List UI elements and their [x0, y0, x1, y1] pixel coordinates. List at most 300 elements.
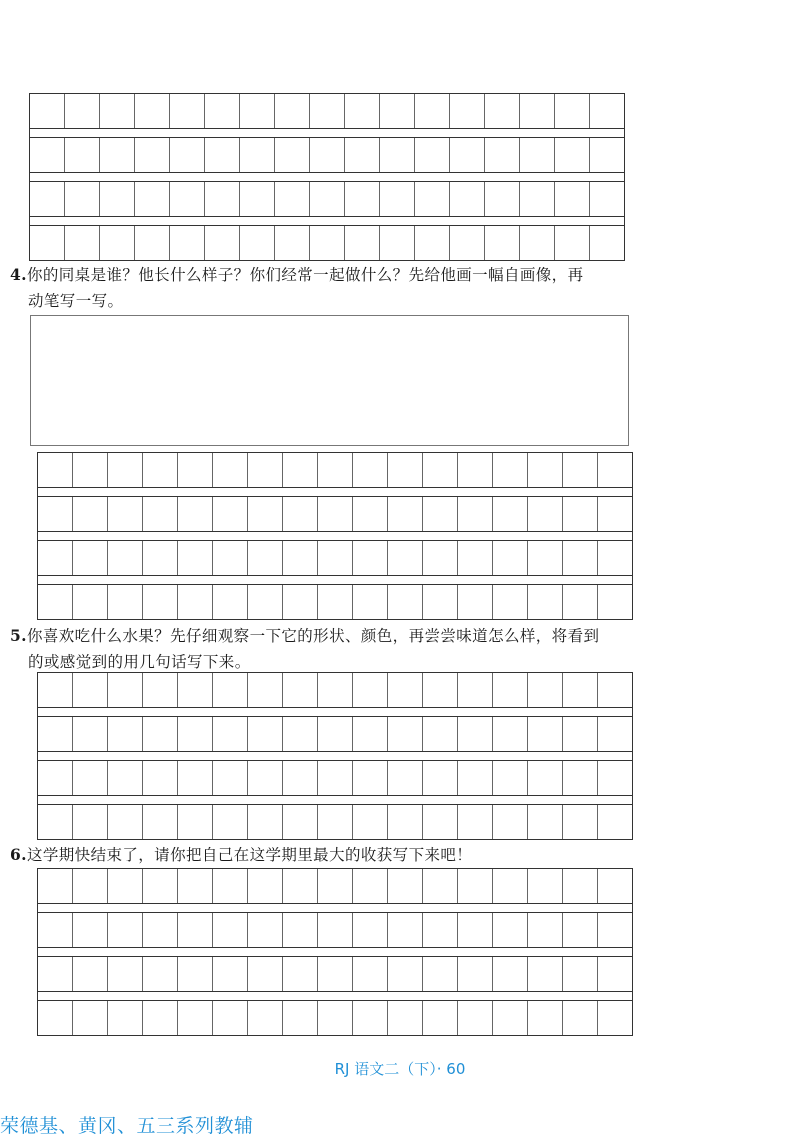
writing-cell[interactable] [493, 913, 528, 947]
writing-cell[interactable] [38, 541, 73, 575]
writing-cell[interactable] [563, 869, 598, 903]
writing-cell[interactable] [493, 453, 528, 487]
writing-cell[interactable] [318, 673, 353, 707]
writing-cell[interactable] [248, 913, 283, 947]
writing-cell[interactable] [170, 138, 205, 172]
writing-cell[interactable] [248, 541, 283, 575]
writing-cell[interactable] [458, 913, 493, 947]
writing-cell[interactable] [555, 182, 590, 216]
writing-grid-1 [29, 93, 625, 261]
writing-cell[interactable] [563, 673, 598, 707]
writing-cell[interactable] [108, 585, 143, 619]
writing-grid-4 [37, 868, 633, 1036]
writing-cell[interactable] [423, 541, 458, 575]
writing-cell[interactable] [213, 957, 248, 991]
writing-cell[interactable] [143, 761, 178, 795]
writing-cell[interactable] [485, 138, 520, 172]
grid-row [38, 912, 632, 948]
writing-cell[interactable] [178, 717, 213, 751]
writing-cell[interactable] [528, 453, 563, 487]
writing-cell[interactable] [73, 913, 108, 947]
writing-cell[interactable] [310, 138, 345, 172]
writing-cell[interactable] [283, 673, 318, 707]
writing-cell[interactable] [590, 226, 624, 260]
writing-grid-3 [37, 672, 633, 840]
writing-cell[interactable] [213, 673, 248, 707]
writing-cell[interactable] [520, 226, 555, 260]
writing-cell[interactable] [555, 138, 590, 172]
writing-cell[interactable] [205, 94, 240, 128]
writing-cell[interactable] [528, 497, 563, 531]
writing-cell[interactable] [415, 182, 450, 216]
writing-cell[interactable] [318, 453, 353, 487]
writing-cell[interactable] [485, 94, 520, 128]
writing-cell[interactable] [458, 541, 493, 575]
writing-cell[interactable] [283, 541, 318, 575]
writing-cell[interactable] [65, 138, 100, 172]
writing-cell[interactable] [108, 453, 143, 487]
writing-cell[interactable] [178, 673, 213, 707]
writing-cell[interactable] [38, 869, 73, 903]
writing-cell[interactable] [213, 717, 248, 751]
writing-cell[interactable] [415, 226, 450, 260]
grid-row [30, 137, 624, 173]
writing-cell[interactable] [423, 497, 458, 531]
grid-row [38, 716, 632, 752]
writing-cell[interactable] [108, 673, 143, 707]
writing-cell[interactable] [458, 453, 493, 487]
writing-cell[interactable] [143, 453, 178, 487]
writing-cell[interactable] [205, 226, 240, 260]
writing-cell[interactable] [73, 497, 108, 531]
writing-cell[interactable] [108, 761, 143, 795]
writing-cell[interactable] [563, 585, 598, 619]
writing-cell[interactable] [528, 673, 563, 707]
writing-cell[interactable] [38, 497, 73, 531]
writing-cell[interactable] [135, 138, 170, 172]
writing-cell[interactable] [178, 1001, 213, 1035]
writing-cell[interactable] [178, 541, 213, 575]
writing-cell[interactable] [388, 869, 423, 903]
writing-cell[interactable] [415, 138, 450, 172]
writing-cell[interactable] [100, 182, 135, 216]
writing-cell[interactable] [275, 94, 310, 128]
writing-cell[interactable] [353, 585, 388, 619]
writing-cell[interactable] [493, 541, 528, 575]
writing-cell[interactable] [73, 957, 108, 991]
writing-cell[interactable] [380, 138, 415, 172]
writing-cell[interactable] [135, 182, 170, 216]
writing-cell[interactable] [493, 673, 528, 707]
writing-cell[interactable] [353, 673, 388, 707]
writing-cell[interactable] [283, 717, 318, 751]
writing-cell[interactable] [458, 585, 493, 619]
writing-cell[interactable] [100, 94, 135, 128]
writing-cell[interactable] [248, 1001, 283, 1035]
writing-cell[interactable] [388, 717, 423, 751]
writing-cell[interactable] [73, 761, 108, 795]
writing-cell[interactable] [353, 497, 388, 531]
writing-cell[interactable] [283, 805, 318, 839]
writing-cell[interactable] [248, 805, 283, 839]
grid-row [38, 760, 632, 796]
writing-cell[interactable] [318, 1001, 353, 1035]
writing-cell[interactable] [38, 957, 73, 991]
writing-cell[interactable] [108, 957, 143, 991]
grid-row [30, 181, 624, 217]
writing-cell[interactable] [108, 717, 143, 751]
writing-cell[interactable] [380, 94, 415, 128]
writing-cell[interactable] [213, 913, 248, 947]
writing-cell[interactable] [388, 761, 423, 795]
writing-cell[interactable] [205, 182, 240, 216]
writing-cell[interactable] [423, 805, 458, 839]
writing-cell[interactable] [590, 94, 624, 128]
writing-cell[interactable] [283, 761, 318, 795]
writing-cell[interactable] [353, 805, 388, 839]
writing-cell[interactable] [598, 1001, 632, 1035]
writing-cell[interactable] [450, 182, 485, 216]
writing-cell[interactable] [65, 182, 100, 216]
writing-cell[interactable] [353, 913, 388, 947]
writing-cell[interactable] [318, 913, 353, 947]
writing-cell[interactable] [318, 497, 353, 531]
writing-cell[interactable] [528, 957, 563, 991]
writing-cell[interactable] [528, 1001, 563, 1035]
grid-row [38, 584, 632, 620]
writing-cell[interactable] [38, 913, 73, 947]
writing-cell[interactable] [528, 717, 563, 751]
writing-cell[interactable] [38, 1001, 73, 1035]
writing-cell[interactable] [493, 717, 528, 751]
question-text-line2: 的或感觉到的用几句话写下来。 [28, 653, 251, 671]
writing-cell[interactable] [248, 869, 283, 903]
writing-cell[interactable] [248, 761, 283, 795]
writing-cell[interactable] [318, 869, 353, 903]
writing-cell[interactable] [493, 957, 528, 991]
question-text-line1: 你的同桌是谁？他长什么样子？你们经常一起做什么？先给他画一幅自画像，再 [26, 266, 584, 284]
question-4-continued [28, 289, 123, 313]
writing-cell[interactable] [213, 869, 248, 903]
grid-row [30, 93, 624, 129]
writing-cell[interactable] [493, 761, 528, 795]
writing-cell[interactable] [100, 138, 135, 172]
writing-cell[interactable] [30, 226, 65, 260]
writing-cell[interactable] [283, 957, 318, 991]
writing-cell[interactable] [485, 226, 520, 260]
writing-cell[interactable] [345, 138, 380, 172]
writing-cell[interactable] [423, 585, 458, 619]
writing-cell[interactable] [240, 182, 275, 216]
writing-cell[interactable] [353, 541, 388, 575]
writing-cell[interactable] [318, 761, 353, 795]
question-number: 4. [10, 265, 27, 284]
writing-cell[interactable] [563, 1001, 598, 1035]
writing-cell[interactable] [108, 541, 143, 575]
page-number: RJ 语文二（下）· 60 [334, 1060, 466, 1078]
writing-cell[interactable] [493, 805, 528, 839]
writing-cell[interactable] [135, 94, 170, 128]
writing-cell[interactable] [493, 585, 528, 619]
writing-cell[interactable] [108, 869, 143, 903]
writing-cell[interactable] [248, 673, 283, 707]
writing-cell[interactable] [143, 541, 178, 575]
question-5-continued [28, 650, 251, 674]
grid-row [30, 225, 624, 261]
writing-cell[interactable] [598, 497, 632, 531]
writing-cell[interactable] [423, 957, 458, 991]
writing-cell[interactable] [458, 957, 493, 991]
writing-cell[interactable] [458, 1001, 493, 1035]
writing-cell[interactable] [73, 717, 108, 751]
writing-cell[interactable] [528, 541, 563, 575]
writing-cell[interactable] [30, 138, 65, 172]
writing-cell[interactable] [143, 673, 178, 707]
writing-cell[interactable] [493, 869, 528, 903]
writing-cell[interactable] [248, 497, 283, 531]
writing-cell[interactable] [353, 869, 388, 903]
writing-cell[interactable] [73, 453, 108, 487]
writing-cell[interactable] [248, 957, 283, 991]
writing-cell[interactable] [143, 717, 178, 751]
writing-cell[interactable] [528, 913, 563, 947]
writing-cell[interactable] [555, 226, 590, 260]
writing-cell[interactable] [598, 453, 632, 487]
writing-cell[interactable] [65, 94, 100, 128]
writing-cell[interactable] [143, 805, 178, 839]
writing-cell[interactable] [598, 957, 632, 991]
question-text-line1: 这学期快结束了，请你把自己在这学期里最大的收获写下来吧！ [26, 846, 473, 864]
drawing-box[interactable] [30, 315, 629, 446]
writing-cell[interactable] [458, 673, 493, 707]
grid-row [38, 452, 632, 488]
writing-cell[interactable] [38, 673, 73, 707]
writing-cell[interactable] [248, 585, 283, 619]
writing-cell[interactable] [423, 453, 458, 487]
writing-cell[interactable] [310, 182, 345, 216]
writing-cell[interactable] [283, 913, 318, 947]
writing-cell[interactable] [423, 761, 458, 795]
writing-cell[interactable] [345, 226, 380, 260]
publisher-brand: 荣德基、黄冈、五三系列教辅 [0, 1115, 254, 1137]
writing-cell[interactable] [65, 226, 100, 260]
writing-cell[interactable] [248, 717, 283, 751]
writing-cell[interactable] [520, 138, 555, 172]
writing-cell[interactable] [283, 1001, 318, 1035]
writing-cell[interactable] [563, 497, 598, 531]
writing-cell[interactable] [388, 957, 423, 991]
writing-cell[interactable] [493, 497, 528, 531]
writing-cell[interactable] [598, 761, 632, 795]
writing-cell[interactable] [353, 761, 388, 795]
writing-cell[interactable] [318, 585, 353, 619]
writing-cell[interactable] [30, 182, 65, 216]
writing-cell[interactable] [318, 717, 353, 751]
writing-cell[interactable] [213, 497, 248, 531]
grid-row [38, 868, 632, 904]
writing-cell[interactable] [100, 226, 135, 260]
writing-cell[interactable] [345, 94, 380, 128]
writing-cell[interactable] [38, 453, 73, 487]
writing-cell[interactable] [528, 805, 563, 839]
writing-cell[interactable] [275, 138, 310, 172]
writing-cell[interactable] [143, 1001, 178, 1035]
writing-cell[interactable] [178, 497, 213, 531]
writing-cell[interactable] [310, 94, 345, 128]
question-4 [10, 263, 584, 287]
writing-cell[interactable] [178, 585, 213, 619]
writing-cell[interactable] [213, 541, 248, 575]
writing-cell[interactable] [423, 869, 458, 903]
writing-cell[interactable] [108, 805, 143, 839]
writing-cell[interactable] [73, 805, 108, 839]
writing-cell[interactable] [598, 805, 632, 839]
writing-cell[interactable] [388, 453, 423, 487]
writing-cell[interactable] [353, 957, 388, 991]
writing-cell[interactable] [388, 585, 423, 619]
writing-cell[interactable] [178, 869, 213, 903]
writing-cell[interactable] [205, 138, 240, 172]
writing-cell[interactable] [275, 182, 310, 216]
writing-cell[interactable] [423, 1001, 458, 1035]
writing-cell[interactable] [590, 182, 624, 216]
writing-cell[interactable] [458, 761, 493, 795]
writing-cell[interactable] [590, 138, 624, 172]
writing-cell[interactable] [213, 1001, 248, 1035]
writing-cell[interactable] [275, 226, 310, 260]
writing-cell[interactable] [178, 805, 213, 839]
writing-cell[interactable] [143, 913, 178, 947]
writing-cell[interactable] [213, 585, 248, 619]
writing-cell[interactable] [555, 94, 590, 128]
writing-cell[interactable] [563, 453, 598, 487]
writing-cell[interactable] [450, 94, 485, 128]
writing-cell[interactable] [563, 541, 598, 575]
writing-cell[interactable] [178, 761, 213, 795]
writing-grid-2 [37, 452, 633, 620]
writing-cell[interactable] [143, 869, 178, 903]
writing-cell[interactable] [458, 805, 493, 839]
writing-cell[interactable] [283, 869, 318, 903]
writing-cell[interactable] [528, 869, 563, 903]
writing-cell[interactable] [528, 761, 563, 795]
writing-cell[interactable] [598, 585, 632, 619]
writing-cell[interactable] [388, 673, 423, 707]
writing-cell[interactable] [598, 869, 632, 903]
question-5 [10, 624, 599, 648]
writing-cell[interactable] [598, 541, 632, 575]
writing-cell[interactable] [318, 541, 353, 575]
writing-cell[interactable] [283, 585, 318, 619]
writing-cell[interactable] [563, 761, 598, 795]
grid-row [38, 1000, 632, 1036]
writing-cell[interactable] [485, 182, 520, 216]
writing-cell[interactable] [388, 913, 423, 947]
writing-cell[interactable] [240, 94, 275, 128]
writing-cell[interactable] [353, 1001, 388, 1035]
writing-cell[interactable] [73, 1001, 108, 1035]
writing-cell[interactable] [38, 805, 73, 839]
writing-cell[interactable] [213, 761, 248, 795]
writing-cell[interactable] [108, 497, 143, 531]
writing-cell[interactable] [170, 182, 205, 216]
writing-cell[interactable] [30, 94, 65, 128]
writing-cell[interactable] [493, 1001, 528, 1035]
writing-cell[interactable] [450, 226, 485, 260]
writing-cell[interactable] [388, 805, 423, 839]
writing-cell[interactable] [310, 226, 345, 260]
writing-cell[interactable] [318, 957, 353, 991]
writing-cell[interactable] [318, 805, 353, 839]
writing-cell[interactable] [380, 226, 415, 260]
writing-cell[interactable] [178, 957, 213, 991]
writing-cell[interactable] [450, 138, 485, 172]
writing-cell[interactable] [143, 497, 178, 531]
question-text-line1: 你喜欢吃什么水果？先仔细观察一下它的形状、颜色，再尝尝味道怎么样，将看到 [26, 627, 600, 645]
writing-cell[interactable] [520, 94, 555, 128]
writing-cell[interactable] [563, 957, 598, 991]
writing-cell[interactable] [38, 761, 73, 795]
writing-cell[interactable] [213, 805, 248, 839]
grid-row [38, 956, 632, 992]
writing-cell[interactable] [423, 913, 458, 947]
writing-cell[interactable] [170, 226, 205, 260]
writing-cell[interactable] [38, 717, 73, 751]
writing-cell[interactable] [458, 869, 493, 903]
writing-cell[interactable] [415, 94, 450, 128]
writing-cell[interactable] [283, 453, 318, 487]
writing-cell[interactable] [178, 913, 213, 947]
writing-cell[interactable] [38, 585, 73, 619]
writing-cell[interactable] [73, 673, 108, 707]
writing-cell[interactable] [240, 138, 275, 172]
writing-cell[interactable] [598, 717, 632, 751]
writing-cell[interactable] [170, 94, 205, 128]
writing-cell[interactable] [108, 1001, 143, 1035]
writing-cell[interactable] [598, 913, 632, 947]
writing-cell[interactable] [423, 717, 458, 751]
writing-cell[interactable] [143, 957, 178, 991]
writing-cell[interactable] [240, 226, 275, 260]
writing-cell[interactable] [458, 717, 493, 751]
writing-cell[interactable] [563, 717, 598, 751]
writing-cell[interactable] [345, 182, 380, 216]
writing-cell[interactable] [73, 869, 108, 903]
writing-cell[interactable] [563, 913, 598, 947]
writing-cell[interactable] [353, 717, 388, 751]
writing-cell[interactable] [143, 585, 178, 619]
writing-cell[interactable] [528, 585, 563, 619]
writing-cell[interactable] [108, 913, 143, 947]
writing-cell[interactable] [73, 585, 108, 619]
writing-cell[interactable] [135, 226, 170, 260]
writing-cell[interactable] [423, 673, 458, 707]
writing-cell[interactable] [388, 1001, 423, 1035]
writing-cell[interactable] [248, 453, 283, 487]
writing-cell[interactable] [353, 453, 388, 487]
writing-cell[interactable] [520, 182, 555, 216]
writing-cell[interactable] [388, 541, 423, 575]
writing-cell[interactable] [598, 673, 632, 707]
writing-cell[interactable] [380, 182, 415, 216]
writing-cell[interactable] [283, 497, 318, 531]
writing-cell[interactable] [388, 497, 423, 531]
writing-cell[interactable] [178, 453, 213, 487]
writing-cell[interactable] [73, 541, 108, 575]
writing-cell[interactable] [458, 497, 493, 531]
writing-cell[interactable] [563, 805, 598, 839]
writing-cell[interactable] [213, 453, 248, 487]
